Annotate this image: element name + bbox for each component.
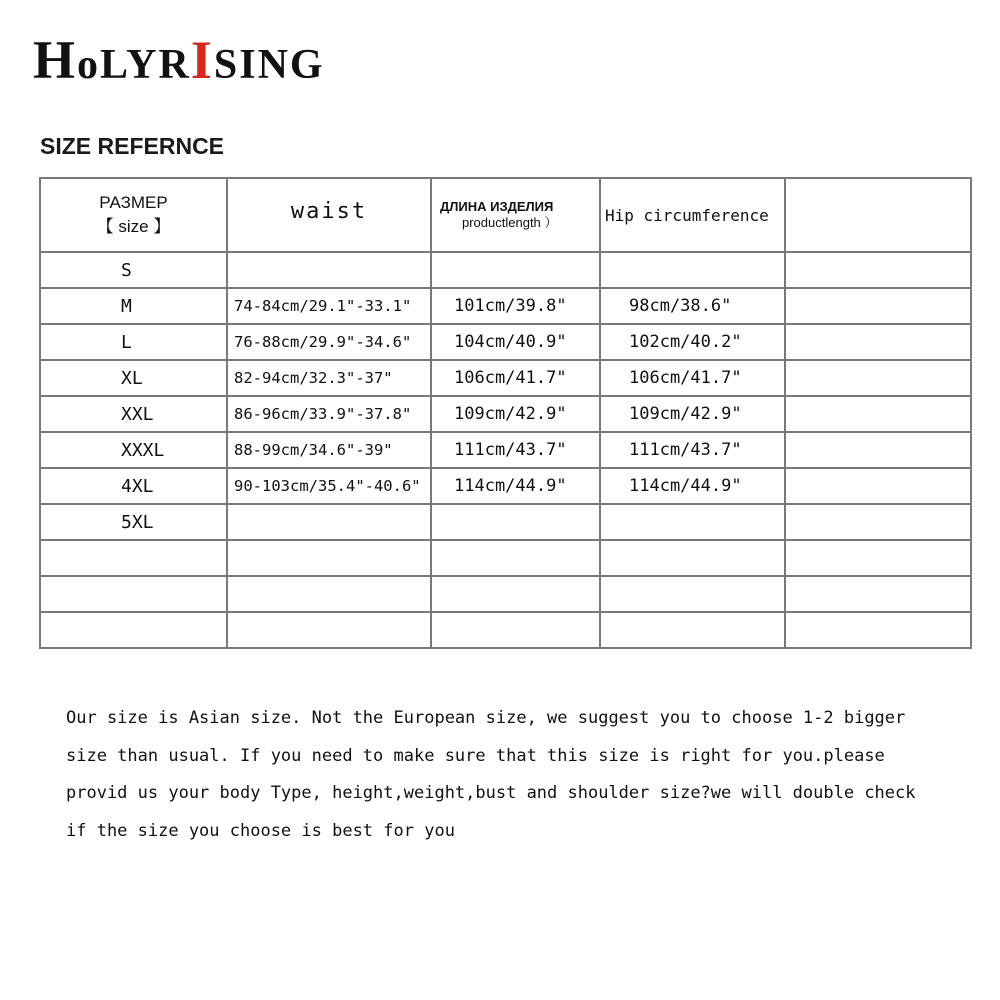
waist-cell: 90-103cm/35.4"-40.6" [227,468,431,504]
length-cell [431,252,600,288]
table-row [40,432,971,468]
header-size-ru: РАЗМЕР [99,193,168,212]
length-cell [431,540,600,576]
header-waist: waist [227,178,431,252]
extra-cell [785,468,971,504]
size-cell: XL [40,360,227,396]
waist-cell: 74-84cm/29.1"-33.1" [227,288,431,324]
header-length-ru: ДЛИНА ИЗДЕЛИЯ [440,199,554,214]
hip-cell [600,540,785,576]
logo-part: oLYR [77,42,191,88]
extra-cell [785,504,971,540]
length-cell [431,504,600,540]
header-length-en: productlength ） [462,215,558,230]
logo-part: SING [213,42,325,88]
size-chart-table [39,177,972,649]
size-cell: 4XL [40,468,227,504]
length-cell: 104cm/40.9" [431,324,600,360]
header-size [40,178,227,252]
hip-cell: 111cm/43.7" [600,432,785,468]
brand-logo [33,30,325,90]
hip-cell: 102cm/40.2" [600,324,785,360]
table-row [40,252,971,288]
extra-cell [785,576,971,612]
header-hip: Hip circumference [600,178,785,252]
extra-cell [785,288,971,324]
size-cell: S [40,252,227,288]
note-line: size than usual. If you need to make sure that this size is right for you.please [66,745,885,766]
extra-cell [785,252,971,288]
size-cell: 5XL [40,504,227,540]
length-cell [431,612,600,648]
hip-cell [600,252,785,288]
waist-cell [227,540,431,576]
table-row [40,324,971,360]
extra-cell [785,432,971,468]
extra-cell [785,612,971,648]
size-cell: L [40,324,227,360]
header-extra [785,178,971,252]
size-cell [40,612,227,648]
waist-cell: 76-88cm/29.9"-34.6" [227,324,431,360]
hip-cell [600,612,785,648]
size-cell: XXXL [40,432,227,468]
length-cell: 101cm/39.8" [431,288,600,324]
size-cell [40,540,227,576]
table-row [40,612,971,648]
logo-letter-h: H [33,30,78,90]
header-length [431,178,600,252]
table-header-row [40,178,971,252]
size-cell [40,576,227,612]
extra-cell [785,396,971,432]
length-cell: 111cm/43.7" [431,432,600,468]
note-line: if the size you choose is best for you [66,821,455,842]
logo-letter-i: I [190,30,214,90]
table-row [40,468,971,504]
note-line: provid us your body Type, height,weight,bust and shoulder size?we will double check [66,783,916,804]
length-cell: 114cm/44.9" [431,468,600,504]
hip-cell [600,504,785,540]
size-note [66,700,966,851]
size-cell: M [40,288,227,324]
extra-cell [785,360,971,396]
hip-cell: 109cm/42.9" [600,396,785,432]
table-row [40,288,971,324]
waist-cell: 88-99cm/34.6"-39" [227,432,431,468]
waist-cell: 86-96cm/33.9"-37.8" [227,396,431,432]
table-row [40,396,971,432]
waist-cell [227,504,431,540]
length-cell: 109cm/42.9" [431,396,600,432]
size-cell: XXL [40,396,227,432]
waist-cell [227,576,431,612]
hip-cell: 98cm/38.6" [600,288,785,324]
table-row [40,360,971,396]
header-size-en: 【 size 】 [96,217,171,236]
extra-cell [785,540,971,576]
extra-cell [785,324,971,360]
hip-cell: 106cm/41.7" [600,360,785,396]
hip-cell [600,576,785,612]
length-cell [431,576,600,612]
page-title: SIZE REFERNCE [40,133,225,159]
waist-cell [227,252,431,288]
hip-cell: 114cm/44.9" [600,468,785,504]
table-row [40,540,971,576]
length-cell: 106cm/41.7" [431,360,600,396]
note-line: Our size is Asian size. Not the European size, we suggest you to choose 1-2 bigger [66,708,906,728]
table-row [40,576,971,612]
waist-cell: 82-94cm/32.3"-37" [227,360,431,396]
waist-cell [227,612,431,648]
table-row [40,504,971,540]
